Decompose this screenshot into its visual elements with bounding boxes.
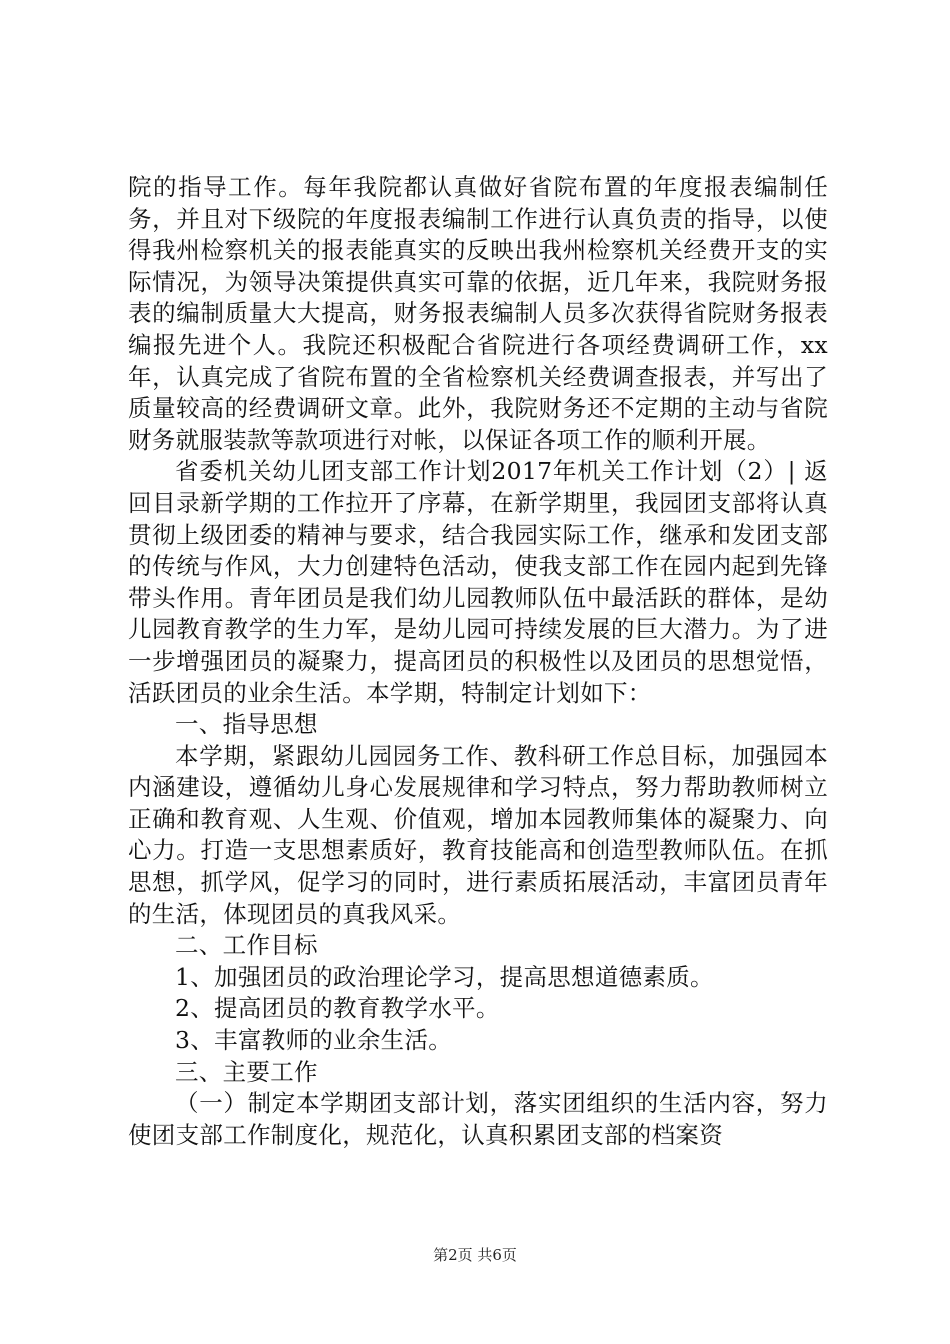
list-item-3: 3、丰富教师的业余生活。	[175, 1026, 453, 1055]
paragraph-3: 本学期，紧跟幼儿园园务工作、教科研工作总目标，加强园本内涵建设，遵循幼儿身心发展规律和学习特点，努力帮助教师树立正确和教育观、人生观、价值观，增加本园教师集体的凝聚力、向心力。打造一支思想素质好，教育技能高和创造型教师队伍。在抓思想，抓学风，促学习的同时，进行素质拓展活动，丰富团员青年的生活，体现团员的真我风采。	[128, 741, 828, 928]
paragraph-2: 省委机关幼儿团支部工作计划2017年机关工作计划（2）| 返回目录新学期的工作拉开了序幕，在新学期里，我园团支部将认真贯彻上级团委的精神与要求，结合我园实际工作，继承和发团支部的传统与作风，大力创建特色活动，使我支部工作在园内起到先锋带头作用。青年团员是我们幼儿园教师队伍中最活跃的群体，是幼儿园教育教学的生力军，是幼儿园可持续发展的巨大潜力。为了进一步增强团员的凝聚力，提高团员的积极性以及团员的思想觉悟，活跃团员的业余生活。本学期，特制定计划如下：	[128, 457, 828, 707]
section-heading-2: 二、工作目标	[175, 931, 318, 960]
section-heading-3: 三、主要工作	[175, 1057, 318, 1086]
section-heading-1: 一、指导思想	[175, 710, 318, 739]
page-footer: 第2页 共6页	[433, 1246, 517, 1264]
list-item-1: 1、加强团员的政治理论学习，提高思想道德素质。	[175, 962, 714, 991]
paragraph-1: 院的指导工作。每年我院都认真做好省院布置的年度报表编制任务，并且对下级院的年度报表编制工作进行认真负责的指导，以使得我州检察机关的报表能真实的反映出我州检察机关经费开支的实际情况，为领导决策提供真实可靠的依据，近几年来，我院财务报表的编制质量大大提高，财务报表编制人员多次获得省院财务报表编报先进个人。我院还积极配合省院进行各项经费调研工作，xx年，认真完成了省院布置的全省检察机关经费调查报表，并写出了质量较高的经费调研文章。此外，我院财务还不定期的主动与省院财务就服装款等款项进行对帐，以保证各项工作的顺利开展。	[128, 173, 828, 454]
paragraph-4: （一）制定本学期团支部计划，落实团组织的生活内容，努力使团支部工作制度化，规范化，认真积累团支部的档案资	[128, 1089, 828, 1149]
document-body	[128, 172, 828, 1151]
list-item-2: 2、提高团员的教育教学水平。	[175, 994, 500, 1023]
